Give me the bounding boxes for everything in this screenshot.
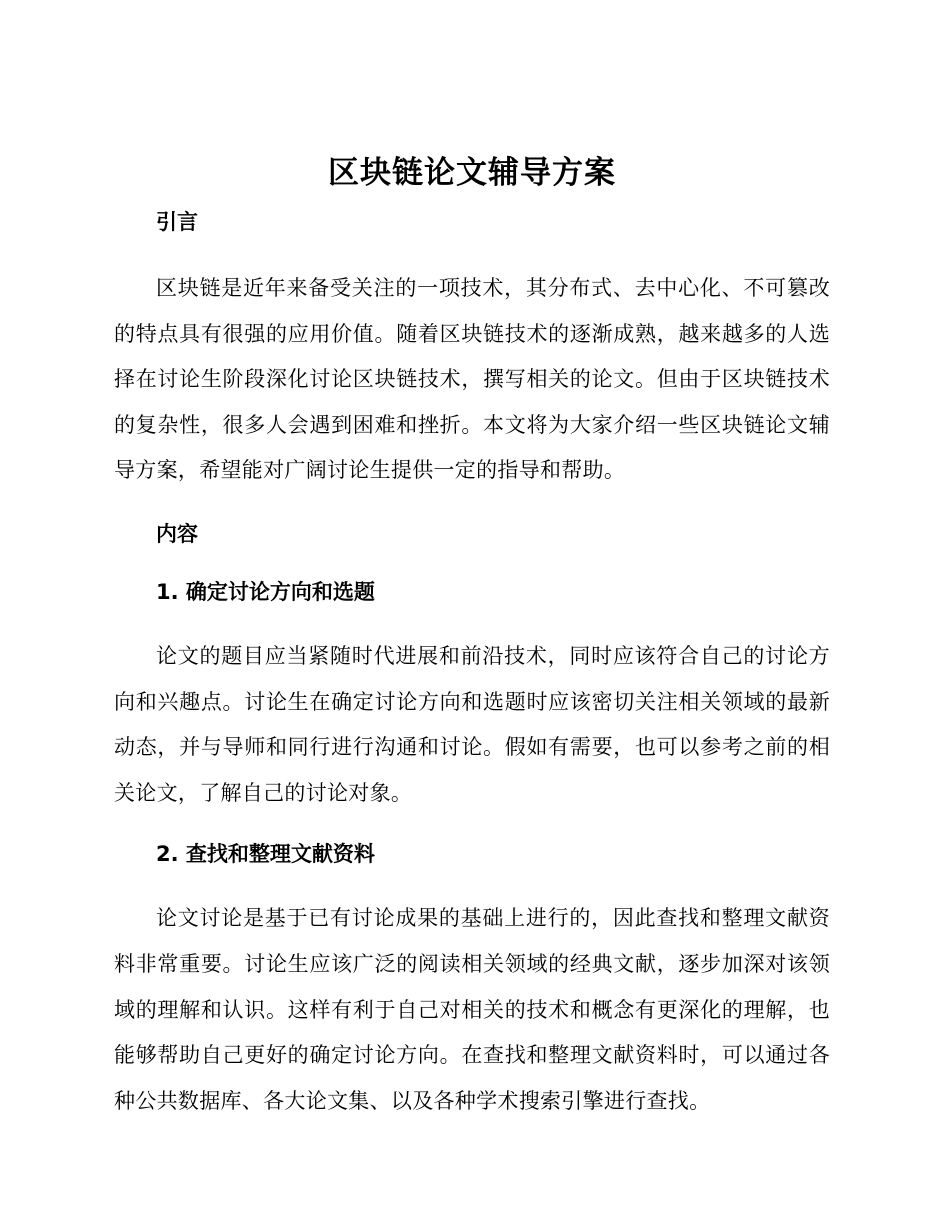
content-heading: 内容 bbox=[156, 521, 198, 546]
intro-paragraph: 区块链是近年来备受关注的一项技术，其分布式、去中心化、不可篡改的特点具有很强的应用价值。随着区块链技术的逐渐成熟，越来越多的人选择在讨论生阶段深化讨论区块链技术，撰写相关的论文。但由于区块链技术的复杂性，很多人会遇到困难和挫折。本文将为大家介绍一些区块链论文辅导方案，希望能对广阔讨论生提供一定的指导和帮助。 bbox=[114, 276, 830, 483]
section-2-paragraph: 论文讨论是基于已有讨论成果的基础上进行的，因此查找和整理文献资料非常重要。讨论生应该广泛的阅读相关领域的经典文献，逐步加深对该领域的理解和认识。这样有利于自己对相关的技术和概念有更深化的理解，也能够帮助自己更好的确定讨论方向。在查找和整理文献资料时，可以通过各种公共数据库、各大论文集、以及各种学术搜索引擎进行查找。 bbox=[114, 906, 830, 1113]
section-1-paragraph: 论文的题目应当紧随时代进展和前沿技术，同时应该符合自己的讨论方向和兴趣点。讨论生在确定讨论方向和选题时应该密切关注相关领域的最新动态，并与导师和同行进行沟通和讨论。假如有需要，也可以参考之前的相关论文，了解自己的讨论对象。 bbox=[114, 643, 830, 805]
section-2-heading: 2. 查找和整理文献资料 bbox=[156, 842, 375, 867]
section-1-heading: 1. 确定讨论方向和选题 bbox=[156, 579, 375, 604]
document-title: 区块链论文辅导方案 bbox=[328, 155, 616, 191]
intro-heading: 引言 bbox=[156, 210, 198, 234]
